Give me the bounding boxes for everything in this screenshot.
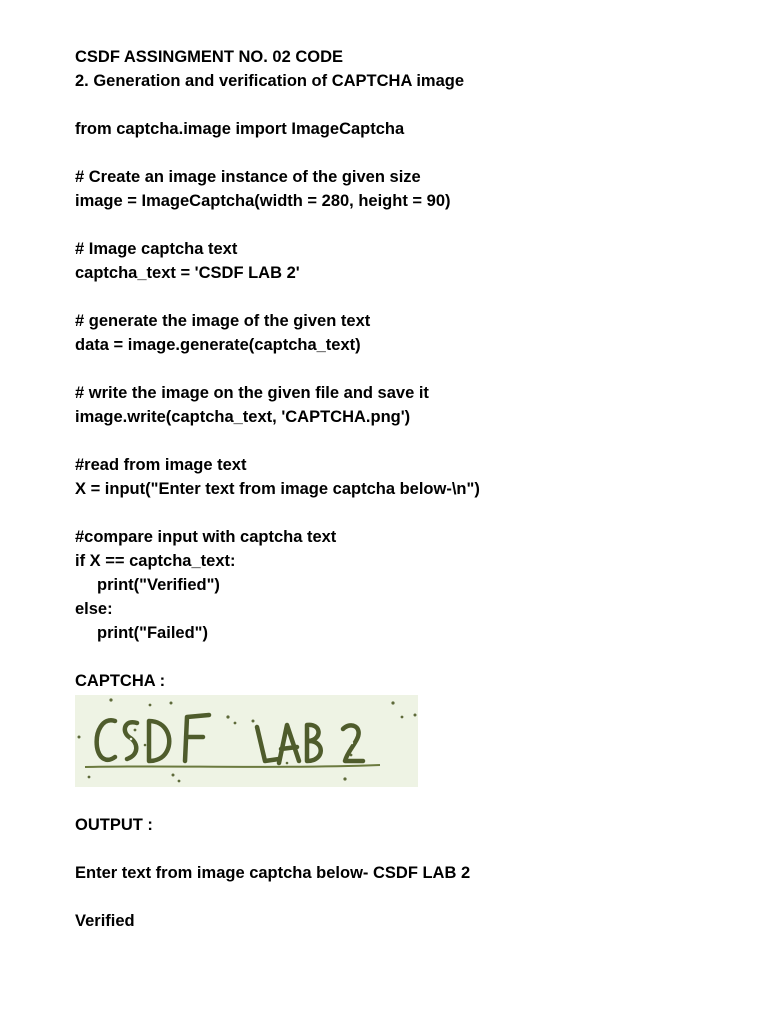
output-prompt-line: Enter text from image captcha below- CSDF LAB 2 [75, 864, 471, 882]
code-comment-text: # Image captcha text [75, 240, 238, 258]
code-text-line: captcha_text = 'CSDF LAB 2' [75, 264, 300, 282]
spacer [75, 213, 735, 237]
document-page [75, 45, 735, 933]
code-comment-create: # Create an image instance of the given size [75, 168, 421, 186]
spacer [75, 885, 735, 909]
captcha-label: CAPTCHA : [75, 672, 166, 690]
captcha-background [75, 695, 418, 787]
code-print-verified: print("Verified") [97, 576, 220, 594]
spacer [75, 837, 735, 861]
captcha-image [75, 695, 418, 787]
spacer [75, 501, 735, 525]
spacer [75, 141, 735, 165]
code-import-line: from captcha.image import ImageCaptcha [75, 120, 405, 138]
document-title: CSDF ASSINGMENT NO. 02 CODE [75, 48, 344, 66]
spacer [75, 787, 735, 813]
code-comment-read: #read from image text [75, 456, 247, 474]
code-comment-compare: #compare input with captcha text [75, 528, 337, 546]
code-generate-line: data = image.generate(captcha_text) [75, 336, 361, 354]
document-subtitle: 2. Generation and verification of CAPTCHA image [75, 72, 465, 90]
output-result: Verified [75, 912, 135, 930]
code-if-line: if X == captcha_text: [75, 552, 236, 570]
code-comment-write: # write the image on the given file and save it [75, 384, 429, 402]
spacer [75, 645, 735, 669]
output-label: OUTPUT : [75, 816, 153, 834]
spacer [75, 357, 735, 381]
spacer [75, 93, 735, 117]
code-create-line: image = ImageCaptcha(width = 280, height = 90) [75, 192, 451, 210]
code-read-line: X = input("Enter text from image captcha below-\n") [75, 480, 480, 498]
spacer [75, 429, 735, 453]
code-comment-generate: # generate the image of the given text [75, 312, 371, 330]
spacer [75, 285, 735, 309]
code-write-line: image.write(captcha_text, 'CAPTCHA.png') [75, 408, 411, 426]
code-print-failed: print("Failed") [97, 624, 208, 642]
code-else-line: else: [75, 600, 113, 618]
